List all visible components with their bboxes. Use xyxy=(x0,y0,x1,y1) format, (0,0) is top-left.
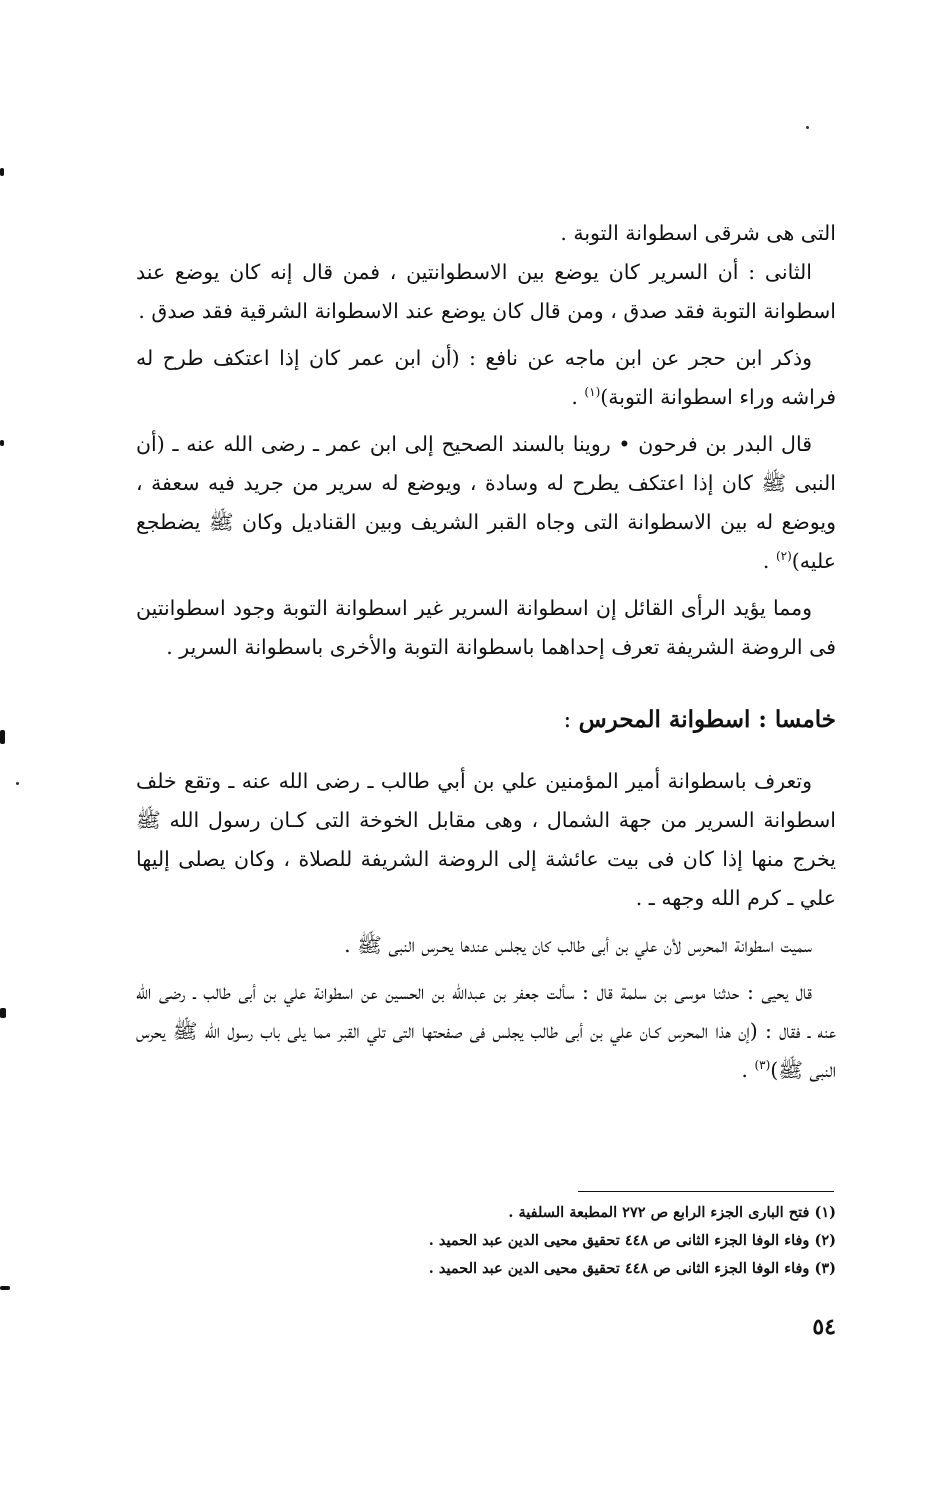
paragraph: سميت اسطوانة المحرس لأن علي بن أبى طالب كان يجلس عندها يحـرس النبى ﷺ . xyxy=(344,933,812,957)
paragraph-text: قال البدر بن فرحون • روينا بالسند الصحيح إلى ابن عمر ـ رضى الله عنه ـ (أن النبى ﷺ كان إذا اعتكف يطرح له وسادة ، ويوضع له سرير من جريد فيه سعفة ، ويوضع له بين الاسطوانة التى وجاه القبر الشريف وبين القناديل وكان ﷺ يضطجع عليه) xyxy=(136,432,836,573)
page-number: ٥٤ xyxy=(812,1314,836,1340)
footnote-divider xyxy=(578,1191,834,1192)
footnote-ref: (١) xyxy=(584,385,601,400)
paragraph-end: . xyxy=(762,549,776,573)
scan-dot xyxy=(806,126,809,129)
footnote: (١) فتح البارى الجزء الرابع ص ٢٧٢ المطبعة السلفية . xyxy=(508,1204,836,1221)
footnote-ref: (٣) xyxy=(754,1058,771,1073)
heading-colon: : xyxy=(563,707,579,733)
footnote-ref: (٢) xyxy=(775,549,792,564)
paragraph xyxy=(136,425,836,581)
paragraph-text: قال يحيى : حدثنا موسى بن سلمة قال : سألت جعفر بن عبدالله بن الحسين عن اسطوانة علي بن أبى طالب ـ رضى الله عنه ـ فقال : (إن هذا المحرس كـان علي بن أبى طالب يجلس فى صفحتها التى تلي القبر مما يلى باب رسول الله ﷺ يحرس النبى ﷺ) xyxy=(136,980,836,1082)
paragraph-end: . xyxy=(571,385,585,409)
paragraph: وتعرف باسطوانة أمير المؤمنين علي بن أبي طالب ـ رضى الله عنه ـ وتقع خلف اسطوانة السرير من جهة الشمال ، وهى مقابل الخوخة التى كـان رسول الله ﷺ يخرج منها إذا كان فى بيت عائشة إلى الروضة الشريفة للصلاة ، وكان يصلى إليها علي ـ كرم الله وجهه ـ . xyxy=(136,769,836,910)
paragraph: الثانى : أن السرير كان يوضع بين الاسطوانتين ، فمن قال إنه كان يوضع عند اسطوانة التوبة فقد صدق ، ومن قال كان يوضع عند الاسطوانة الشرقية فقد صدق . xyxy=(136,260,836,323)
paragraph xyxy=(136,339,836,417)
section-two-text xyxy=(136,762,836,1090)
footnotes xyxy=(136,1199,836,1283)
footnote: (٣) وفاء الوفا الجزء الثانى ص ٤٤٨ تحقيق محيى الدين عبد الحميد . xyxy=(428,1260,836,1277)
scan-edge-mark xyxy=(0,730,5,744)
scan-edge-mark xyxy=(0,440,4,446)
heading-title: خامسا : اسطوانة المحرس xyxy=(578,706,836,733)
section-heading xyxy=(136,700,836,740)
paragraph: ومما يؤيد الرأى القائل إن اسطوانة السرير غير اسطوانة التوبة وجود اسطوانتين فى الروضة الشريفة تعرف إحداهما باسطوانة التوبة والأخرى باسطوانة السرير . xyxy=(136,596,836,659)
section-one-text xyxy=(136,214,836,667)
scan-edge-mark xyxy=(0,1008,6,1018)
paragraph-text: وذكر ابن حجر عن ابن ماجه عن نافع : (أن ابن عمر كان إذا اعتكف طرح له فراشه وراء اسطوانة التوبة) xyxy=(136,346,836,409)
footnote: (٢) وفاء الوفا الجزء الثانى ص ٤٤٨ تحقيق محيى الدين عبد الحميد . xyxy=(428,1232,836,1249)
paragraph: التى هى شرقى اسطوانة التوبة . xyxy=(560,221,836,245)
paragraph xyxy=(136,973,836,1090)
paragraph-end: . xyxy=(741,1058,755,1082)
scan-edge-mark xyxy=(0,1286,10,1290)
scan-dot xyxy=(16,782,19,785)
scan-edge-mark xyxy=(0,168,4,176)
